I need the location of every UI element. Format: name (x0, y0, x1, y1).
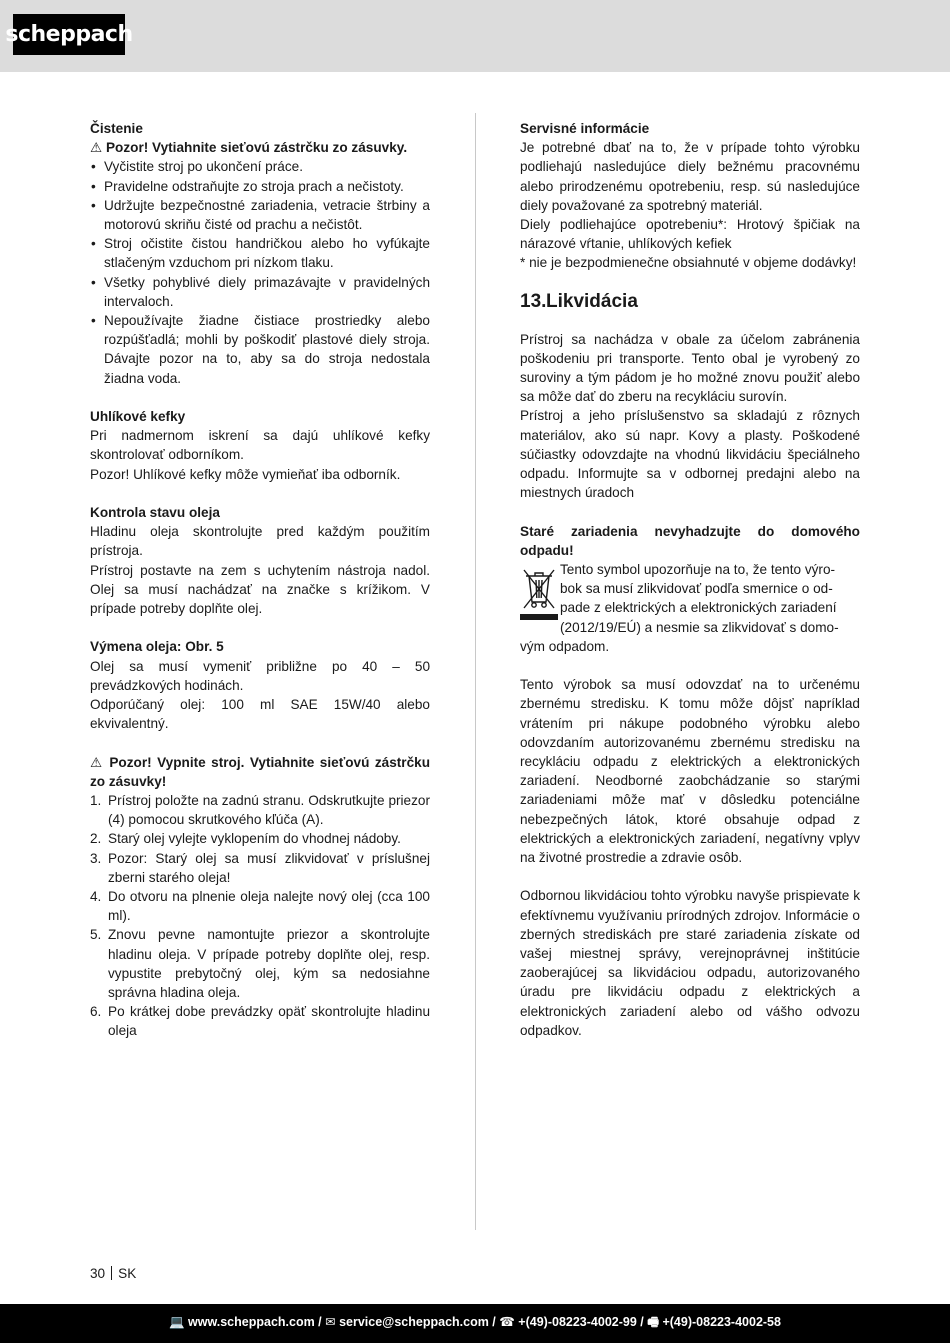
left-column (90, 119, 430, 1041)
list-item: • Všetky pohyblivé diely primazávajte v pravidelných intervaloch. (90, 273, 430, 311)
weee-notice (520, 560, 860, 656)
list-item: 4. Do otvoru na plnenie oleja nalejte nový olej (cca 100 ml). (90, 889, 430, 924)
oil-change-heading: Výmena oleja: Obr. 5 (90, 639, 224, 655)
service-text: Diely podliehajúce opotrebeniu*: Hrotový špičiak na nárazové vŕtanie, uhlíkových kefiek (520, 217, 860, 252)
oil-change-text: Odporúčaný olej: 100 ml SAE 15W/40 alebo ekvivalentný. (90, 697, 430, 732)
weee-heading: Staré zariadenia nevyhadzujte do domového odpadu! (520, 523, 860, 558)
service-heading: Servisné informácie (520, 121, 650, 136)
footer-contact-bar (0, 1304, 950, 1343)
list-item: 6. Po krátkej dobe prevádzky opäť skontrolujte hladinu oleja (90, 1004, 430, 1039)
list-item: • Pravidelne odstraňujte zo stroja prach a nečistoty. (90, 177, 430, 196)
warning-triangle-icon: ⚠ (90, 754, 104, 770)
oil-check-text: Hladinu oleja skontrolujte pred každým použitím prístroja. (90, 524, 430, 559)
list-item: • Udržujte bezpečnostné zariadenia, vetracie štrbiny a motorovú skriňu čisté od prachu a nečistôt. (90, 196, 430, 234)
service-footnote: * nie je bezpodmienečne obsiahnuté v objeme dodávky! (520, 255, 857, 271)
footer-contact: 💻 www.scheppach.com / ✉ service@scheppach.com / ☎ +(49)-08223-4002-99 / 🖷 +(49)-08223-4002-58 (169, 1315, 781, 1329)
brand-logo: scheppach (13, 14, 125, 55)
cleaning-warning: ⚠ Pozor! Vytiahnite sieťovú zástrčku zo zásuvky. (90, 140, 408, 156)
list-item: • Vyčistite stroj po ukončení práce. (90, 157, 430, 176)
brushes-heading: Uhlíkové kefky (90, 409, 186, 425)
cleaning-heading: Čistenie (90, 121, 143, 136)
list-item: 1. Prístroj položte na zadnú stranu. Odskrutkujte priezor (4) pomocou skrutkového kľúča (A). (90, 793, 430, 828)
disposal-text: Prístroj a jeho príslušenstvo sa skladajú z rôznych materiálov, ako sú napr. Kovy a plasty. Poškodené súčiastky odovzdajte na vhodnú likvidáciu špeciálneho odpadu. Informujte sa v odbornej predajni alebo na miestnych úradoch (520, 408, 860, 501)
page-number: 30 SK (90, 1266, 137, 1281)
section-heading-disposal: 13.Likvidácia (520, 290, 638, 312)
cleaning-list (90, 157, 430, 387)
header-bar (0, 0, 950, 72)
list-item: • Nepoužívajte žiadne čistiace prostriedky alebo rozpúšťadlá; mohli by poškodiť plastové diely stroja. Dávajte pozor na to, aby sa do stroja nedostala žiadna voda. (90, 311, 430, 388)
brushes-text: Pri nadmernom iskrení sa dajú uhlíkové kefky skontrolovať odborníkom. (90, 428, 430, 463)
right-column (520, 119, 860, 1040)
disposal-text: Odbornou likvidáciou tohto výrobku navyše prispievate k efektívnemu využívaniu prírodných zdrojov. Informácie o zberných strediskách pre staré zariadenia získate od vašej miestnej správy, verejnoprávnej inštitúcie zaoberajúcej sa likvidáciou odpadu, autorizovaného úradu pre likvidáciu odpadu z elektrických a elektronických zariadení alebo od vášho odvozu odpadkov. (520, 888, 860, 1038)
service-text: Je potrebné dbať na to, že v prípade tohto výrobku podliehajú nasledujúce diely bežnému pracovnému alebo prirodzenému opotrebeniu, resp. sú nasledujúce diely považované za spotrebný materiál. (520, 140, 860, 213)
oil-change-text: Olej sa musí vymeniť približne po 40 – 50 prevádzkových hodinách. (90, 658, 430, 693)
weee-text-line: (2012/19/EÚ) a nesmie sa zlikvidovať s domo- (560, 619, 839, 635)
oil-check-text: Prístroj postavte na zem s uchytením nástroja nadol. Olej sa musí nachádzať na značke s krížikom. V prípade potreby doplňte olej. (90, 562, 430, 617)
oil-change-steps (90, 791, 430, 1041)
weee-text-line: Tento symbol upozorňuje na to, že tento výro- (560, 562, 836, 578)
weee-text-line: vým odpadom. (520, 638, 610, 654)
disposal-text: Tento výrobok sa musí odovzdať na to určenému zbernému stredisku. K tomu môže dôjsť napríklad vrátením pri nákupe podobného výrobku alebo odovzdaním autorizovanému zbernému stredisku na recykláciu odpadu z elektrických a elektronických zariadení. Neodborné zaobchádzanie so starými zariadeniami môže mať v dôsledku potenciálne nebezpečných látok, ktoré obsahuje odpad z elektrických a elektronických zariadení, negatívny vplyv na životné prostredie a zdravie osôb. (520, 677, 860, 866)
weee-text-line: bok sa musí zlikvidovať podľa smernice o od- (560, 581, 833, 597)
steps-warning: ⚠ Pozor! Vypnite stroj. Vytiahnite sieťovú zástrčku zo zásuvky! (90, 754, 430, 789)
disposal-text: Prístroj sa nachádza v obale za účelom zabránenia poškodeniu pri transporte. Tento obal je vyrobený zo suroviny a tým pádom je ho možné znovu použiť alebo sa môže dať do zberu na recykláciu surovín. (520, 331, 860, 405)
list-item: 2. Starý olej vylejte vyklopením do vhodnej nádoby. (90, 831, 401, 847)
crossed-out-bin-icon (520, 564, 558, 622)
list-item: 3. Pozor: Starý olej sa musí zlikvidovať v príslušnej zberni starého oleja! (90, 850, 430, 885)
column-divider (475, 113, 476, 1230)
list-item: 5. Znovu pevne namontujte priezor a skontrolujte hladinu oleja. V prípade potreby doplňte olej, resp. vypustite prebytočný olej, kým sa nedosiahne správna hladina oleja. (90, 927, 430, 1001)
brushes-warning-text: Pozor! Uhlíkové kefky môže vymieňať iba odborník. (90, 466, 401, 482)
list-item: • Stroj očistite čistou handričkou alebo ho vyfúkajte stlačeným vzduchom pri nízkom tlaku. (90, 234, 430, 272)
oil-check-heading: Kontrola stavu oleja (90, 505, 220, 521)
warning-triangle-icon: ⚠ (90, 140, 103, 156)
weee-text-line: pade z elektrických a elektronických zariadení (560, 600, 837, 616)
